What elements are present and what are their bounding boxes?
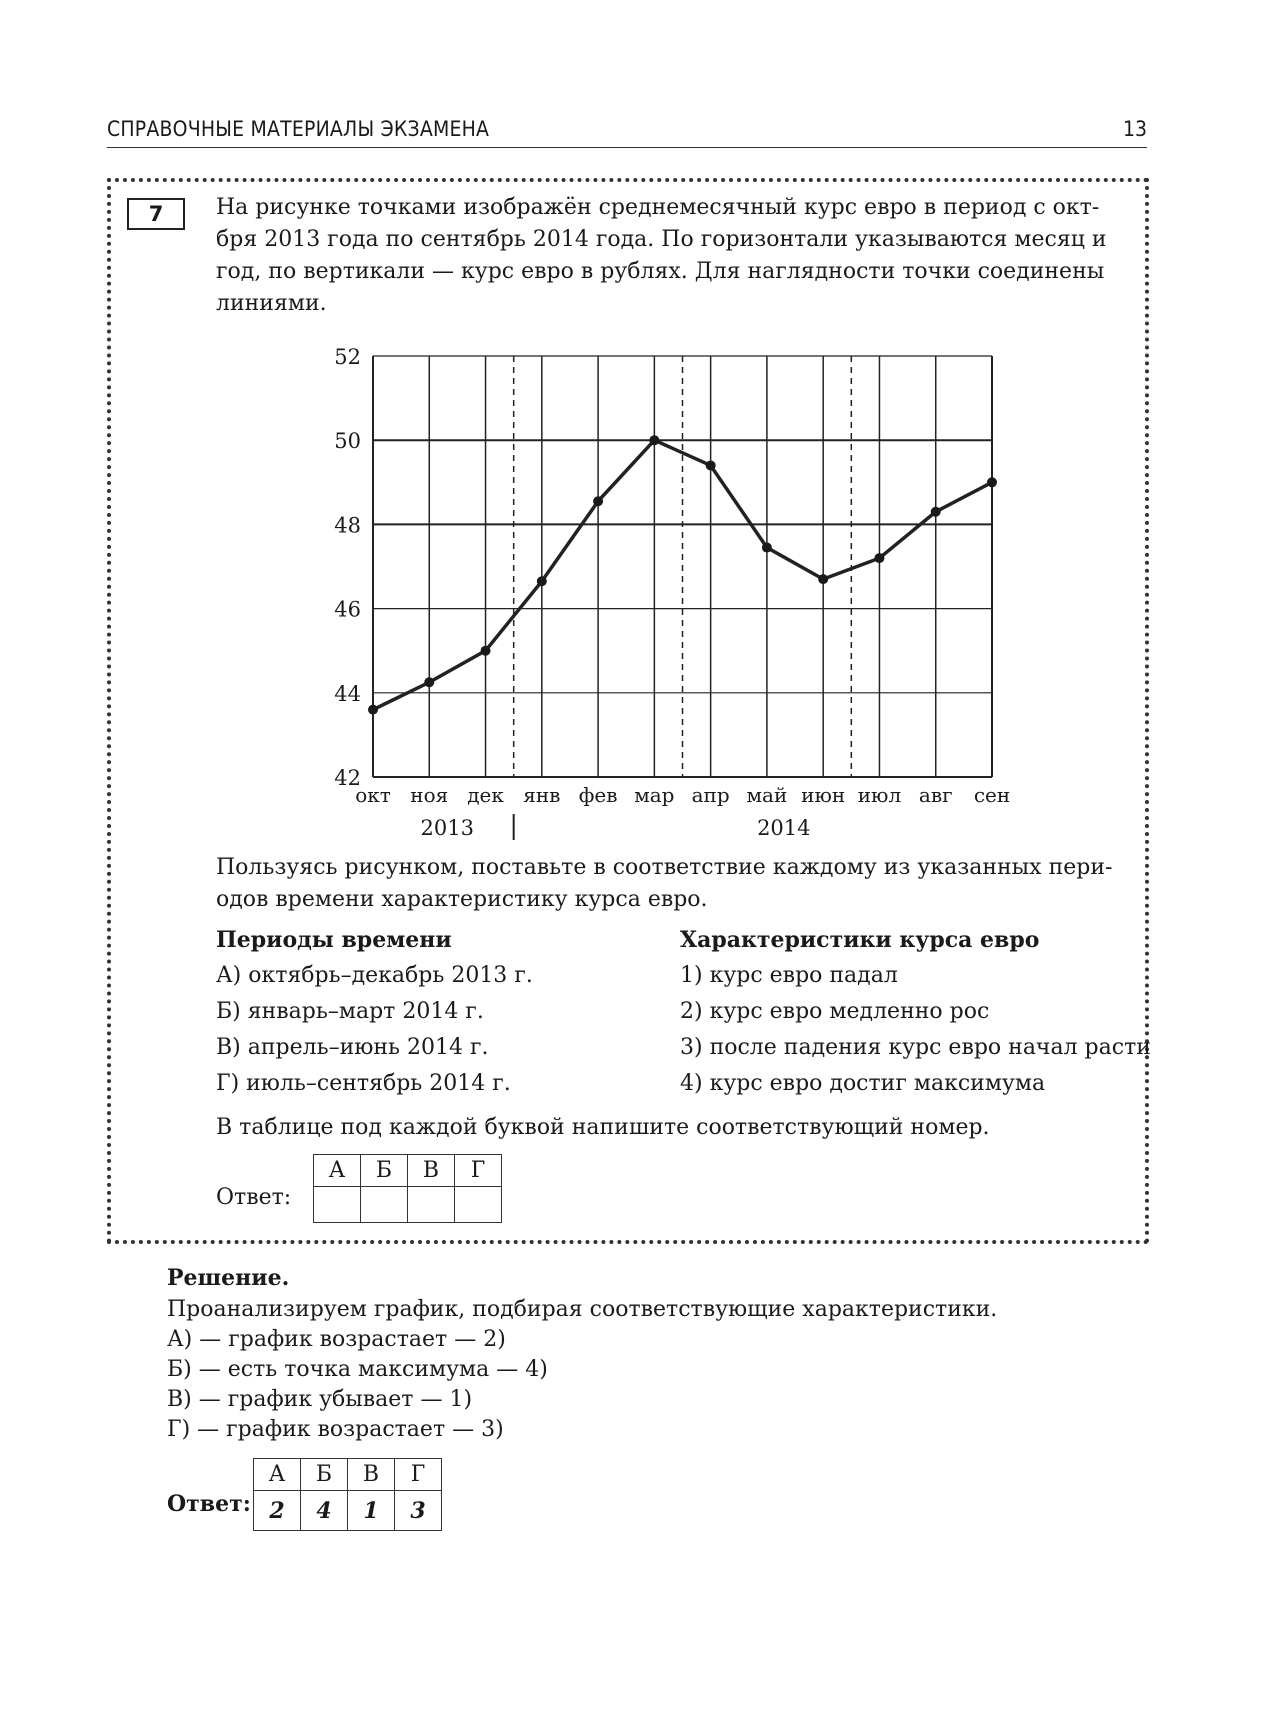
- characteristics-heading: Характеристики курса евро: [680, 927, 1040, 953]
- period-item: В) апрель–июнь 2014 г.: [216, 1035, 489, 1060]
- x-tick-label: июн: [801, 783, 846, 807]
- page-number: 13: [1122, 117, 1147, 141]
- data-point: [537, 576, 547, 586]
- task-number: 7: [127, 198, 185, 230]
- answer-table: [313, 1154, 502, 1223]
- answer-cell[interactable]: [361, 1187, 408, 1223]
- answer-letter: В: [348, 1459, 395, 1491]
- solution-line: А) — график возрастает — 2): [167, 1327, 506, 1352]
- answer-letter: Б: [361, 1155, 408, 1187]
- x-tick-label: дек: [467, 783, 504, 807]
- table-instruction: В таблице под каждой буквой напишите соответствующий номер.: [216, 1115, 990, 1140]
- solution-answer-label: Ответ:: [167, 1491, 251, 1517]
- task-intro-line: линиями.: [216, 291, 327, 316]
- period-item: Г) июль–сентябрь 2014 г.: [216, 1071, 511, 1096]
- y-tick-label: 50: [334, 429, 361, 454]
- data-point: [593, 496, 603, 506]
- solution-heading: Решение.: [167, 1265, 290, 1291]
- y-tick-label: 52: [334, 345, 361, 369]
- task-intro-line: бря 2013 года по сентябрь 2014 года. По горизонтали указываются месяц и: [216, 227, 1107, 252]
- y-tick-label: 44: [334, 681, 361, 706]
- data-point: [649, 435, 659, 445]
- answer-letter: В: [408, 1155, 455, 1187]
- answer-cell[interactable]: [314, 1187, 361, 1223]
- answer-letter: А: [254, 1459, 301, 1491]
- period-item: А) октябрь–декабрь 2013 г.: [216, 963, 533, 988]
- x-tick-label: сен: [973, 783, 1011, 807]
- characteristic-item: 1) курс евро падал: [680, 963, 898, 988]
- answer-letter: А: [314, 1155, 361, 1187]
- solution-line: Б) — есть точка максимума — 4): [167, 1357, 548, 1382]
- answer-letter: Б: [301, 1459, 348, 1491]
- solution-line: В) — график убывает — 1): [167, 1387, 473, 1412]
- instruction-line: одов времени характеристику курса евро.: [216, 887, 708, 912]
- answer-label: Ответ:: [216, 1185, 292, 1210]
- answer-letter: Г: [455, 1155, 502, 1187]
- x-tick-label: май: [746, 783, 788, 807]
- year-label: 2014: [757, 816, 811, 840]
- x-tick-label: июл: [857, 783, 902, 807]
- data-point: [874, 553, 884, 563]
- data-point: [931, 507, 941, 517]
- task-intro-line: На рисунке точками изображён среднемесячный курс евро в период с окт-: [216, 195, 1100, 220]
- solution-intro: Проанализируем график, подбирая соответствующие характеристики.: [167, 1297, 998, 1322]
- data-point: [481, 646, 491, 656]
- data-point: [368, 705, 378, 715]
- data-point: [706, 460, 716, 470]
- answer-value: 3: [395, 1491, 442, 1531]
- x-tick-label: окт: [355, 783, 391, 807]
- task-intro-line: год, по вертикали — курс евро в рублях. Для наглядности точки соединены: [216, 259, 1105, 284]
- x-tick-label: апр: [691, 783, 730, 807]
- x-tick-label: авг: [918, 783, 953, 807]
- characteristic-item: 3) после падения курс евро начал расти: [680, 1035, 1151, 1060]
- solution-line: Г) — график возрастает — 3): [167, 1417, 504, 1442]
- x-tick-label: ноя: [410, 783, 449, 807]
- y-tick-label: 46: [334, 597, 361, 622]
- answer-value: 2: [254, 1491, 301, 1531]
- answer-cell[interactable]: [408, 1187, 455, 1223]
- answer-value: 1: [348, 1491, 395, 1531]
- characteristic-item: 4) курс евро достиг максимума: [680, 1071, 1046, 1096]
- data-point: [424, 677, 434, 687]
- answer-value: 4: [301, 1491, 348, 1531]
- data-point: [987, 477, 997, 487]
- y-tick-label: 42: [334, 766, 361, 790]
- instruction-line: Пользуясь рисунком, поставьте в соответствие каждому из указанных пери-: [216, 855, 1113, 880]
- period-item: Б) январь–март 2014 г.: [216, 999, 484, 1024]
- periods-heading: Периоды времени: [216, 927, 452, 953]
- year-label: 2013: [420, 816, 474, 840]
- x-tick-label: мар: [634, 783, 675, 807]
- data-point: [762, 543, 772, 553]
- answer-cell[interactable]: [455, 1187, 502, 1223]
- header-title: СПРАВОЧНЫЕ МАТЕРИАЛЫ ЭКЗАМЕНА: [107, 117, 490, 141]
- characteristic-item: 2) курс евро медленно рос: [680, 999, 990, 1024]
- solution-answer-table: [253, 1458, 442, 1531]
- x-tick-label: янв: [523, 783, 561, 807]
- data-point: [818, 574, 828, 584]
- answer-letter: Г: [395, 1459, 442, 1491]
- x-tick-label: фев: [578, 783, 618, 807]
- y-tick-label: 48: [334, 513, 361, 538]
